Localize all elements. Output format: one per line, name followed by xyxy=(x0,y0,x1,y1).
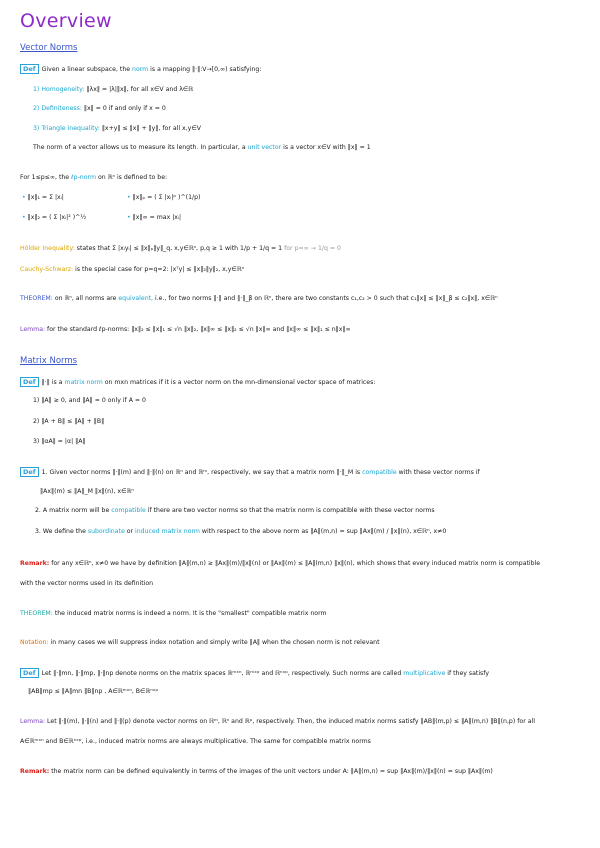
lp-text: For 1≤p≤∞, the xyxy=(20,174,70,181)
induced-term: induced matrix norm xyxy=(135,528,200,535)
text-or: or xyxy=(126,528,134,535)
prop-text: ‖x‖ = 0 if and only if x = 0 xyxy=(83,105,166,112)
matrix-norm-definition xyxy=(20,377,375,387)
formula-text: ‖x‖∞ = max |xᵢ| xyxy=(132,214,182,221)
remark-1 xyxy=(20,560,540,568)
def-tag: Def xyxy=(20,467,39,477)
theorem-text: on ℝⁿ, all norms are xyxy=(54,295,117,302)
holder-text: states that Σ |xᵢyᵢ| ≤ ‖x‖ₚ‖y‖_q, x,y∈ℝⁿ, p,q ≥ 1 with 1/p + 1/q = 1 xyxy=(76,245,283,252)
unit-text: The norm of a vector allows us to measure its length. In particular, a xyxy=(33,144,246,151)
prop-text: ‖x+y‖ ≤ ‖x‖ + ‖y‖, for all x,y∈V xyxy=(101,125,201,132)
formula-text: ‖x‖₂ = ( Σ |xᵢ|² )^½ xyxy=(27,214,87,221)
notation-text: in many cases we will suppress index notation and simply write ‖A‖ when the chosen norm is not relevant xyxy=(50,639,380,646)
text: 2. A matrix norm will be xyxy=(35,507,110,514)
formula-text: ‖x‖₁ = Σ |xᵢ| xyxy=(27,194,64,201)
compatible-term: compatible xyxy=(362,469,397,476)
formula-text: ‖x‖ₚ = ( Σ |xᵢ|ᵖ )^(1/p) xyxy=(132,194,201,201)
property-triangle xyxy=(33,125,201,133)
theorem-equivalence xyxy=(20,295,498,303)
cauchy-label: Cauchy-Schwarz: xyxy=(20,266,74,273)
multiplicative-term: multiplicative xyxy=(403,670,446,677)
lemma-lp xyxy=(20,326,351,334)
prop-label: 3) Triangle inequality: xyxy=(33,125,100,132)
def-tag: Def xyxy=(20,377,39,387)
lemma-text: Let ‖·‖(m), ‖·‖(n) and ‖·‖(p) denote vector norms on ℝᵐ, ℝⁿ and ℝᵖ, respectively. Then, the induced matrix norms satisfy ‖AB‖(m,p) ≤ ‖A‖(m,n) ‖B‖(n,p) for all xyxy=(47,718,535,725)
theorem-text-2: i.e., for two norms ‖·‖ and ‖·‖_β on ℝⁿ, there are two constants c₁,c₂ > 0 such that c₁‖x‖ ≤ ‖x‖_β ≤ c₂‖x‖, x∈ℝⁿ xyxy=(154,295,498,302)
cauchy-text: is the special case for p=q=2: |xᵀy| ≤ ‖x‖₂‖y‖₂, x,y∈ℝⁿ xyxy=(75,266,245,273)
holder-note: for p=∞ → 1/q = 0 xyxy=(284,245,341,252)
page-title: Overview xyxy=(20,10,112,32)
lemma-induced xyxy=(20,718,535,726)
lemma-text: for the standard ℓp-norms: ‖x‖₂ ≤ ‖x‖₁ ≤ √n ‖x‖₂, ‖x‖∞ ≤ ‖x‖₂ ≤ √n ‖x‖∞ and ‖x‖∞ ≤ ‖x‖₁ ≤ n‖x‖∞ xyxy=(47,326,351,333)
compatible-term: compatible xyxy=(111,507,146,514)
multiplicative-definition xyxy=(20,668,489,678)
vector-norms-heading: Vector Norms xyxy=(20,43,78,53)
def-text: Given a linear subspace, the xyxy=(41,66,131,73)
def-text-2: is a mapping ‖·‖:V→[0,∞) satisfying: xyxy=(150,66,262,73)
prop-text: ‖λx‖ = |λ|‖x‖, for all x∈V and λ∈ℝ xyxy=(86,86,194,93)
compatible-2 xyxy=(35,507,435,515)
remark-1-cont: with the vector norms used in its definition xyxy=(20,580,154,587)
equivalent-term: equivalent, xyxy=(118,295,154,302)
def-text-2: with these vector norms if xyxy=(398,469,480,476)
def-text-2: on mxn matrices if it is a vector norm on the mn-dimensional vector space of matrices: xyxy=(104,379,376,386)
def-tag: Def xyxy=(20,64,39,74)
text-2: if there are two vector norms so that the matrix norm is compatible with these vector norms xyxy=(147,507,435,514)
cauchy-schwarz xyxy=(20,266,244,274)
induced-norm-definition xyxy=(35,528,446,536)
text: 3. We define the xyxy=(35,528,86,535)
holder-inequality xyxy=(20,245,341,253)
norm-p-formula: • ‖x‖ₚ = ( Σ |xᵢ|ᵖ )^(1/p) xyxy=(127,194,201,201)
prop-label: 1) Homogeneity: xyxy=(33,86,85,93)
vector-norm-definition xyxy=(20,64,261,74)
norm-1-formula: • ‖x‖₁ = Σ |xᵢ| xyxy=(22,194,64,201)
notation xyxy=(20,639,380,647)
def-tag: Def xyxy=(20,668,39,678)
unit-text-2: is a vector x∈V with ‖x‖ = 1 xyxy=(283,144,371,151)
unit-vector-text xyxy=(33,144,371,152)
lemma-label: Lemma: xyxy=(20,326,46,333)
theorem-label: THEOREM: xyxy=(20,295,53,302)
text-2: with respect to the above norm as ‖A‖(m,n) = sup ‖Ax‖(m) / ‖x‖(n), x∈ℝⁿ, x≠0 xyxy=(201,528,447,535)
lemma-label: Lemma: xyxy=(20,718,46,725)
compatible-definition xyxy=(20,467,480,477)
theorem-label: THEOREM: xyxy=(20,610,53,617)
property-definiteness xyxy=(33,105,166,113)
def-norm-term: norm xyxy=(132,66,149,73)
subordinate-term: subordinate xyxy=(87,528,125,535)
lp-norm-term: ℓp-norm xyxy=(71,174,96,181)
remark-text: for any x∈ℝⁿ, x≠0 we have by definition ‖A‖(m,n) ≥ ‖Ax‖(m)/‖x‖(n) or ‖Ax‖(m) ≤ ‖A‖(m,n) ‖x‖(n), which shows that every induced matrix norm is compatible xyxy=(51,560,541,567)
def-text: 1. Given vector norms ‖·‖(m) and ‖·‖(n) on ℝⁿ and ℝᵐ, respectively, we say that a matrix norm ‖·‖_M is xyxy=(41,469,361,476)
def-text: ‖·‖ is a xyxy=(41,379,63,386)
remark-text: the matrix norm can be defined equivalently in terms of the images of the unit vectors under A: ‖A‖(m,n) = sup ‖Ax‖(m)/‖x‖(n) = sup ‖Ax‖(m) xyxy=(51,768,493,775)
multiplicative-formula: ‖AB‖mp ≤ ‖A‖mn ‖B‖np , A∈ℝᵐˣⁿ, B∈ℝⁿˣᵖ xyxy=(28,688,159,695)
compatible-formula: ‖Ax‖(m) ≤ ‖A‖_M ‖x‖(n), x∈ℝⁿ xyxy=(40,488,134,495)
unit-vector-term: unit vector xyxy=(247,144,282,151)
remark-label: Remark: xyxy=(20,560,50,567)
matrix-norm-term: matrix norm xyxy=(64,379,103,386)
lp-norm-intro xyxy=(20,174,167,182)
lemma-induced-cont: A∈ℝᵐˣⁿ and B∈ℝⁿˣᵖ, i.e., induced matrix norms are always multiplicative. The same for compatible matrix norms xyxy=(20,738,371,745)
def-text: Let ‖·‖mn, ‖·‖mp, ‖·‖np denote norms on the matrix spaces ℝᵐˣⁿ, ℝᵐˣᵖ and ℝⁿˣᵖ, respectively. Such norms are called xyxy=(41,670,402,677)
lp-text-2: on ℝⁿ is defined to be: xyxy=(97,174,168,181)
theorem-text: the induced matrix norms is indeed a norm. It is the "smallest" compatible matrix norm xyxy=(54,610,327,617)
remark-label: Remark: xyxy=(20,768,50,775)
notation-label: Notation: xyxy=(20,639,49,646)
def-text-2: if they satisfy xyxy=(447,670,489,677)
prop-label: 2) Definiteness: xyxy=(33,105,82,112)
norm-inf-formula: • ‖x‖∞ = max |xᵢ| xyxy=(127,214,182,221)
matrix-norms-heading: Matrix Norms xyxy=(20,356,78,366)
matrix-property-2: 2) ‖A + B‖ ≤ ‖A‖ + ‖B‖ xyxy=(33,418,105,425)
holder-label: Hölder Inequality: xyxy=(20,245,75,252)
property-homogeneity xyxy=(33,86,193,94)
matrix-property-1: 1) ‖A‖ ≥ 0, and ‖A‖ = 0 only if A = 0 xyxy=(33,397,146,404)
matrix-property-3: 3) ‖αA‖ = |α| ‖A‖ xyxy=(33,438,86,445)
remark-2 xyxy=(20,768,493,776)
norm-2-formula: • ‖x‖₂ = ( Σ |xᵢ|² )^½ xyxy=(22,214,87,221)
theorem-induced xyxy=(20,610,327,618)
